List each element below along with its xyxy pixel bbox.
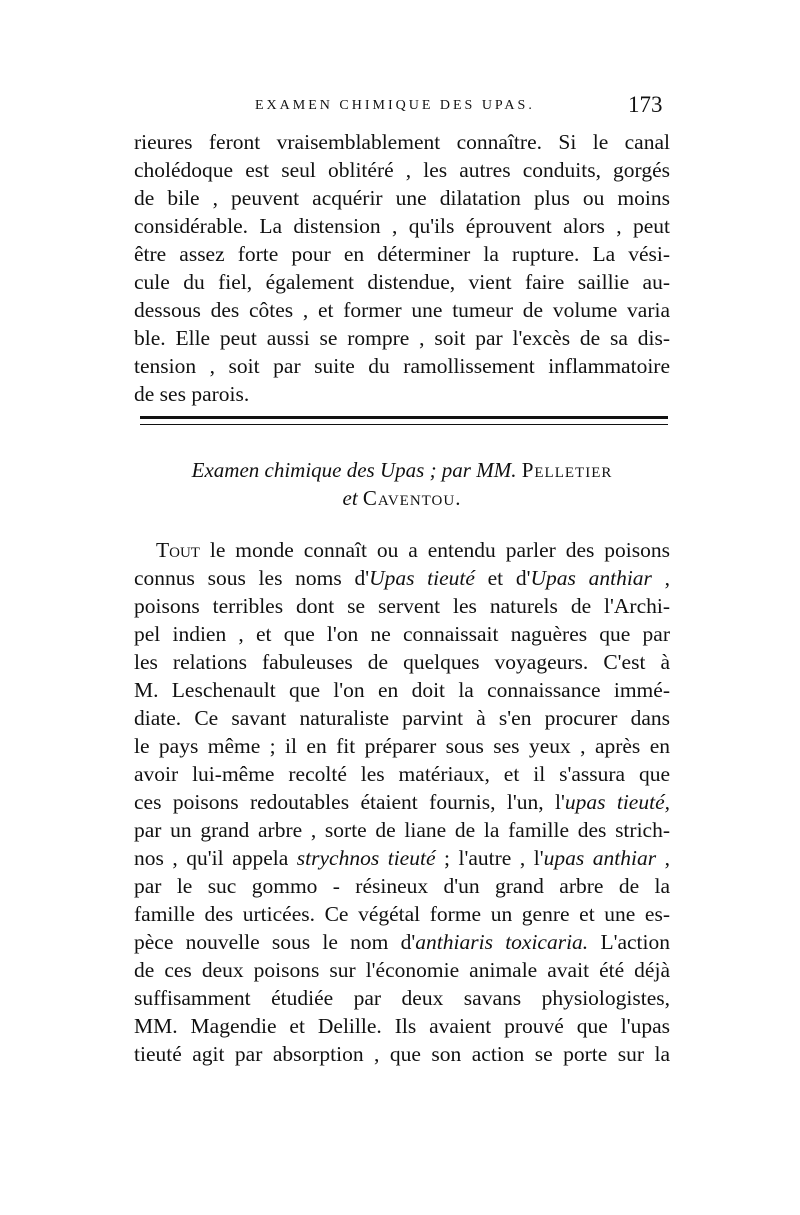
section-divider-thin <box>140 424 668 425</box>
text-line: les relations fabuleuses de quelques voyageurs. C'est à <box>134 650 670 674</box>
running-title: EXAMEN CHIMIQUE DES UPAS. <box>255 98 535 113</box>
text-line: avoir lui-même recolté les matériaux, et il s'assura que <box>134 762 670 786</box>
paragraph-continued <box>134 128 670 408</box>
text-line: de bile , peuvent acquérir une dilatation plus ou moins <box>134 186 670 210</box>
text-line: rieures feront vraisemblablement connaître. Si le canal <box>134 130 670 154</box>
text-line: ces poisons redoutables étaient fournis, l'un, l'upas tieuté, <box>134 790 670 814</box>
title-conjunction: et <box>342 486 358 510</box>
text-line: être assez forte pour en déterminer la rupture. La vési- <box>134 242 670 266</box>
text-line: pèce nouvelle sous le nom d'anthiaris toxicaria. L'action <box>134 930 670 954</box>
text-line: MM. Magendie et Delille. Ils avaient prouvé que l'upas <box>134 1014 670 1038</box>
text-line: pel indien , et que l'on ne connaissait naguères que par <box>134 622 670 646</box>
text-line: cule du fiel, également distendue, vient faire saillie au- <box>134 270 670 294</box>
author-name: Pelletier <box>521 458 613 482</box>
text-line: cholédoque est seul oblitéré , les autres conduits, gorgés <box>134 158 670 182</box>
text-line: par le suc gommo - résineux d'un grand arbre de la <box>134 874 670 898</box>
text-line: considérable. La distension , qu'ils éprouvent alors , peut <box>134 214 670 238</box>
text-line: poisons terribles dont se servent les naturels de l'Archi- <box>134 594 670 618</box>
text-line: tieuté agit par absorption , que son action se porte sur la <box>134 1042 670 1066</box>
section-divider-thick <box>140 416 668 419</box>
text-line: Tout le monde connaît ou a entendu parler des poisons <box>156 538 670 562</box>
author-name: Caventou. <box>362 486 462 510</box>
title-line-2 <box>134 484 670 512</box>
text-line: par un grand arbre , sorte de liane de la famille des strich- <box>134 818 670 842</box>
page-number: 173 <box>628 92 663 117</box>
article-body <box>134 536 670 1068</box>
text-line: nos , qu'il appela strychnos tieuté ; l'autre , l'upas anthiar , <box>134 846 671 870</box>
text-line: de ces deux poisons sur l'économie animale avait été déjà <box>134 958 670 982</box>
title-italic: Examen chimique des Upas ; par MM. <box>191 458 517 482</box>
text-line: de ses parois. <box>134 382 250 406</box>
text-line: ble. Elle peut aussi se rompre , soit par l'excès de sa dis- <box>134 326 670 350</box>
text-line: tension , soit par suite du ramollissement inflammatoire <box>134 354 670 378</box>
text-line: dessous des côtes , et former une tumeur de volume varia <box>134 298 670 322</box>
title-line-1 <box>134 456 670 484</box>
text-line: connus sous les noms d'Upas tieuté et d'Upas anthiar , <box>134 566 671 590</box>
text-line: diate. Ce savant naturaliste parvint à s'en procurer dans <box>134 706 670 730</box>
text-line: famille des urticées. Ce végétal forme un genre et une es- <box>134 902 670 926</box>
text-line: le pays même ; il en fit préparer sous ses yeux , après en <box>134 734 670 758</box>
opening-word: Tout <box>156 538 200 562</box>
text-line: suffisamment étudiée par deux savans physiologistes, <box>134 986 670 1010</box>
article-title <box>134 456 670 512</box>
text-line: M. Leschenault que l'on en doit la connaissance immé- <box>134 678 670 702</box>
